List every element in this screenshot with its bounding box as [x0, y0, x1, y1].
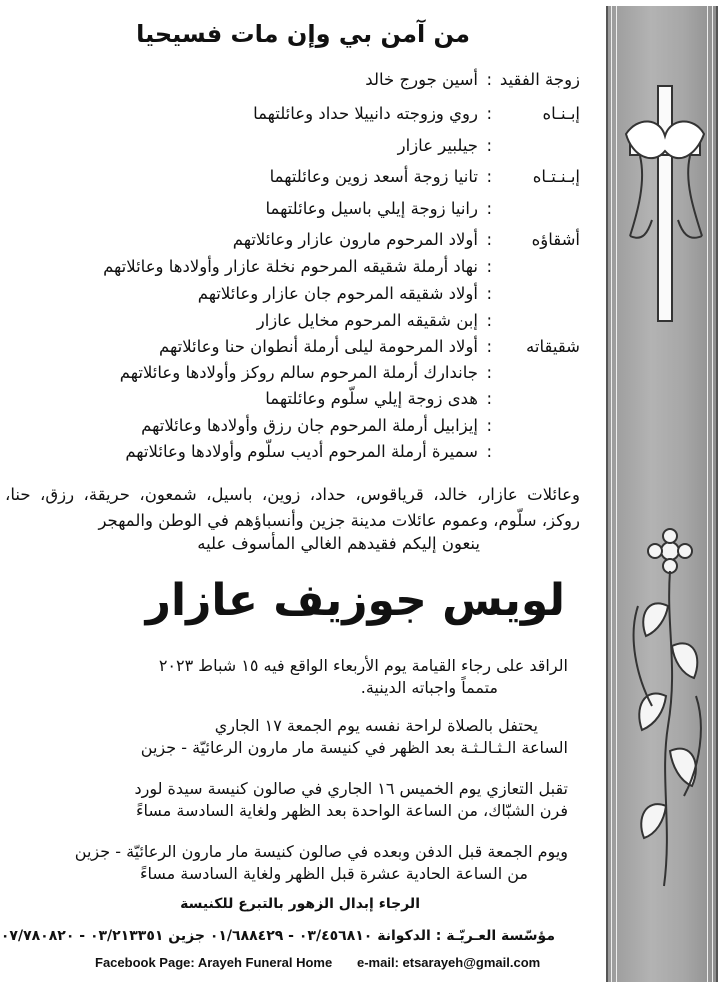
- family-label: [492, 257, 580, 276]
- paragraph-line: فرن الشبّاك، من الساعة الواحدة بعد الظهر ولغاية السادسة مساءً: [136, 801, 568, 820]
- verse-title: من آمن بي وإن مات فسيحيا: [136, 20, 470, 48]
- family-row: :هدى زوجة إيلي سلّوم وعائلتهما: [265, 389, 580, 408]
- family-label: [492, 311, 580, 330]
- family-text: أولاد المرحوم مارون عازار وعائلاتهم: [232, 230, 478, 249]
- paragraph-line: تقبل التعازي يوم الخميس ١٦ الجاري في صالون كنيسة سيدة لورد: [134, 779, 568, 798]
- family-row: :سميرة أرملة المرحوم أديب سلّوم وأولادها وعائلاتهم: [125, 442, 580, 461]
- family-label: [492, 284, 580, 303]
- paragraph-line: الراقد على رجاء القيامة يوم الأربعاء الواقع فيه ١٥ شباط ٢٠٢٣: [158, 656, 568, 675]
- family-label: [492, 199, 580, 218]
- family-label: أشقاؤه: [531, 230, 580, 249]
- email-address: e-mail: etsarayeh@gmail.com: [357, 955, 541, 970]
- family-text: جيلبير عازار: [397, 136, 478, 155]
- family-text: إيزابيل أرملة المرحوم جان رزق وأولادها وعائلاتهم: [141, 416, 478, 435]
- prayer-paragraph: [141, 715, 568, 759]
- funeral-home-contact: مؤسّسة العـريّـة : الدكوانة ٠٣/٤٥٦٨١٠ - ٠١/٦٨٨٤٢٩ جزين ٠٣/٢١٣٣٥١ - ٠٧/٧٨٠٨٢٠: [0, 928, 555, 944]
- family-text: رانيا زوجة إيلي باسيل وعائلتهما: [265, 199, 478, 218]
- family-row: :رانيا زوجة إيلي باسيل وعائلتهما: [266, 199, 580, 218]
- family-text: نهاد أرملة شقيقه المرحوم نخلة عازار وأولادها وعائلاتهم: [103, 257, 478, 276]
- family-row: زوجة الفقيد:أسين جورج خالد: [365, 70, 580, 89]
- paragraph-line: متمماً واجباته الدينية.: [360, 678, 498, 697]
- paragraph-line: ويوم الجمعة قبل الدفن وبعده في صالون كنيسة مار مارون الرعائيّة - جزين: [74, 842, 568, 861]
- paragraph-line: الساعة الـثـالـثـة بعد الظهر في كنيسة مار مارون الرعائيّة - جزين: [140, 738, 568, 757]
- family-label: [492, 389, 580, 408]
- family-row: :نهاد أرملة شقيقه المرحوم نخلة عازار وأولادها وعائلاتهم: [103, 257, 580, 276]
- flower-ornament-icon: [634, 529, 701, 886]
- family-label: [492, 136, 580, 155]
- family-text: أسين جورج خالد: [365, 70, 478, 89]
- family-label: [492, 416, 580, 435]
- family-row: :أولاد شقيقه المرحوم جان عازار وعائلاتهم: [198, 284, 580, 303]
- paragraph-line: يحتفل بالصلاة لراحة نفسه يوم الجمعة ١٧ الجاري: [214, 716, 538, 735]
- deceased-name: لويس جوزيف عازار: [145, 575, 565, 626]
- family-label: [492, 442, 580, 461]
- family-row: إبـنـتـاه:تانيا زوجة أسعد زوين وعائلتهما: [269, 167, 580, 186]
- paragraph-line: من الساعة الحادية عشرة قبل الظهر ولغاية السادسة مساءً: [139, 864, 528, 883]
- family-text: إبن شقيقه المرحوم مخايل عازار: [256, 311, 478, 330]
- family-label: [492, 363, 580, 382]
- family-row: أشقاؤه:أولاد المرحوم مارون عازار وعائلاتهم: [232, 230, 580, 249]
- mourn-line: ينعون إليكم فقيدهم الغالي المأسوف عليه: [197, 534, 480, 553]
- facebook-page: Facebook Page: Arayeh Funeral Home: [95, 955, 333, 970]
- condolences-paragraph: [134, 778, 568, 822]
- family-text: سميرة أرملة المرحوم أديب سلّوم وأولادها وعائلاتهم: [125, 442, 478, 461]
- family-row: إبـنـاه:روي وزوجته دانييلا حداد وعائلتهما: [253, 104, 580, 123]
- decorative-side-band: [606, 6, 718, 982]
- family-text: أولاد المرحومة ليلى أرملة أنطوان حنا وعائلاتهم: [159, 337, 478, 356]
- death-date-paragraph: [159, 655, 568, 699]
- family-text: روي وزوجته دانييلا حداد وعائلتهما: [253, 104, 478, 123]
- family-label: إبـنـاه: [542, 104, 580, 123]
- families-paragraph: وعائلات عازار، خالد، قرياقوس، حداد، زوين، باسيل، شمعون، حريقة، رزق، حنا، روكز، سلّوم، وعموم عائلات مدينة جزين وأنسباؤهم في الوطن والمهجر: [5, 485, 580, 530]
- family-text: أولاد شقيقه المرحوم جان عازار وعائلاتهم: [197, 284, 478, 303]
- family-row: :إيزابيل أرملة المرحوم جان رزق وأولادها وعائلاتهم: [141, 416, 580, 435]
- family-text: هدى زوجة إيلي سلّوم وعائلتهما: [265, 389, 478, 408]
- family-text: تانيا زوجة أسعد زوين وعائلتهما: [269, 167, 478, 186]
- cross-icon: [626, 86, 704, 321]
- friday-paragraph: [75, 841, 568, 885]
- family-label: إبـنـتـاه: [532, 167, 580, 186]
- family-label: شقيقاته: [526, 337, 580, 356]
- flowers-note: الرجاء إبدال الزهور بالتبرع للكنيسة: [180, 896, 420, 912]
- family-text: جاندارك أرملة المرحوم سالم روكز وأولادها وعائلاتهم: [119, 363, 478, 382]
- family-row: :إبن شقيقه المرحوم مخايل عازار: [257, 311, 580, 330]
- family-row: شقيقاته:أولاد المرحومة ليلى أرملة أنطوان حنا وعائلاتهم: [159, 337, 580, 356]
- family-row: :جاندارك أرملة المرحوم سالم روكز وأولادها وعائلاتهم: [120, 363, 580, 382]
- family-row: :جيلبير عازار: [398, 136, 580, 155]
- family-label: زوجة الفقيد: [499, 70, 580, 89]
